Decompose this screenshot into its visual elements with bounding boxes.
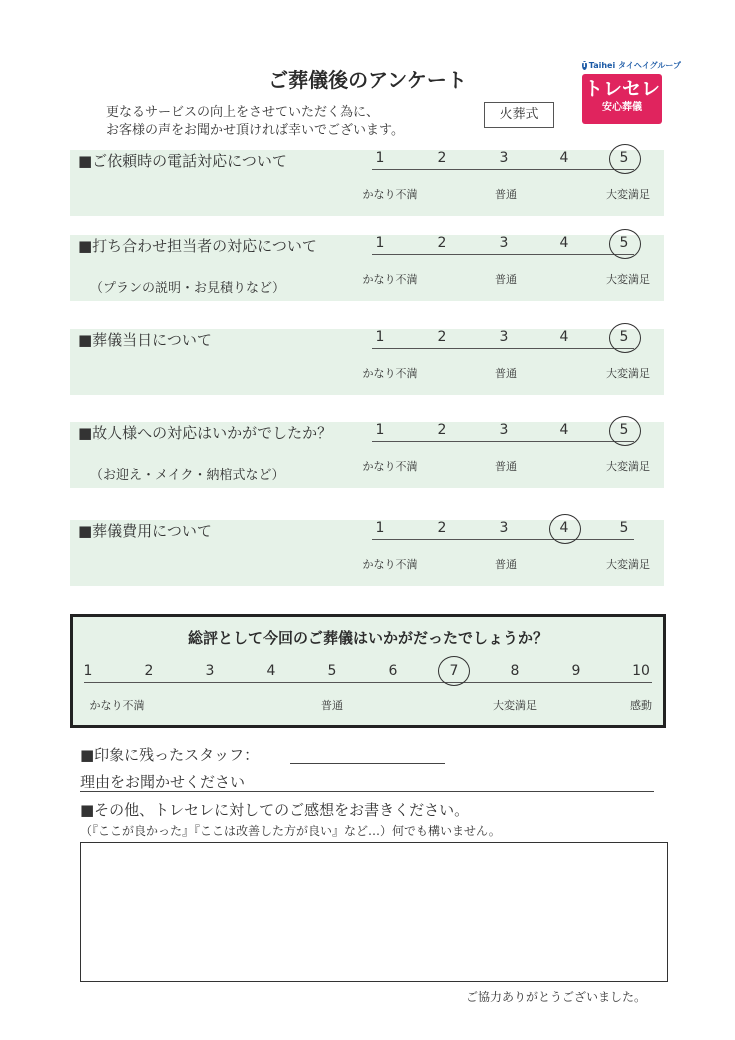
question-row xyxy=(70,520,664,586)
question-label: ■故人様への対応はいかがでしたか？ xyxy=(78,424,333,442)
question-sublabel: （お迎え・メイク・納棺式など） xyxy=(90,468,285,483)
rating-option[interactable]: 1 xyxy=(375,520,385,536)
comments-note: （『ここが良かった』『ここは改善した方が良い』など…）何でも構いません。 xyxy=(80,824,501,838)
scale-label-high: 大変満足 xyxy=(606,188,650,201)
rating-option[interactable]: 2 xyxy=(437,520,447,536)
scale-label-low: かなり不満 xyxy=(362,188,418,201)
overall-label-mid: 普通 xyxy=(321,699,343,712)
selected-rating-circle xyxy=(609,416,641,446)
rating-option[interactable]: 5 xyxy=(619,235,629,251)
rating-option[interactable]: 4 xyxy=(559,422,569,438)
overall-rating-option[interactable]: 1 xyxy=(83,663,93,679)
selected-rating-circle xyxy=(549,514,581,544)
intro-line-1: 更なるサービスの向上をさせていただく為に、 xyxy=(106,105,380,120)
rating-option[interactable]: 2 xyxy=(437,329,447,345)
scale-label-mid: 普通 xyxy=(495,273,517,286)
overall-rating-option[interactable]: 5 xyxy=(327,663,337,679)
selected-rating-circle xyxy=(609,323,641,353)
rating-scale-line xyxy=(372,348,634,349)
rating-option[interactable]: 5 xyxy=(619,520,629,536)
overall-question: 総評として今回のご葬儀はいかがだったでしょうか？ xyxy=(187,629,548,647)
selected-overall-circle xyxy=(438,656,470,686)
rating-option[interactable]: 5 xyxy=(619,422,629,438)
rating-option[interactable]: 5 xyxy=(619,150,629,166)
rating-option[interactable]: 1 xyxy=(375,422,385,438)
group-logo xyxy=(582,60,682,71)
scale-label-low: かなり不満 xyxy=(362,367,418,380)
rating-option[interactable]: 2 xyxy=(437,422,447,438)
overall-label-top: 感動 xyxy=(630,699,652,712)
question-label: ■葬儀費用について xyxy=(78,522,212,540)
overall-rating-option[interactable]: 4 xyxy=(266,663,276,679)
intro-text xyxy=(106,104,404,140)
overall-rating-option[interactable]: 8 xyxy=(510,663,520,679)
scale-label-high: 大変満足 xyxy=(606,273,650,286)
scale-label-mid: 普通 xyxy=(495,460,517,473)
rating-scale-line xyxy=(372,539,634,540)
scale-label-high: 大変満足 xyxy=(606,460,650,473)
rating-option[interactable]: 1 xyxy=(375,235,385,251)
overall-rating-box xyxy=(70,614,666,728)
question-label: ■葬儀当日について xyxy=(78,331,212,349)
rating-option[interactable]: 3 xyxy=(499,422,509,438)
scale-label-low: かなり不満 xyxy=(362,558,418,571)
rating-option[interactable]: 3 xyxy=(499,520,509,536)
comments-label: ■その他、トレセレに対してのご感想をお書きください。 xyxy=(80,801,470,819)
overall-rating-option[interactable]: 9 xyxy=(571,663,581,679)
question-label: ■ご依頼時の電話対応について xyxy=(78,152,287,170)
rating-option[interactable]: 3 xyxy=(499,329,509,345)
group-name: Taihei タイヘイグループ xyxy=(588,61,682,70)
selected-rating-circle xyxy=(609,229,641,259)
rating-option[interactable]: 3 xyxy=(499,235,509,251)
question-row xyxy=(70,235,664,301)
overall-rating-option[interactable]: 2 xyxy=(144,663,154,679)
brand-badge xyxy=(582,74,662,124)
overall-label-low: かなり不満 xyxy=(89,699,145,712)
taihei-mark-icon: T xyxy=(582,61,587,69)
overall-rating-option[interactable]: 3 xyxy=(205,663,215,679)
brand-logo xyxy=(582,60,682,124)
rating-scale-line xyxy=(372,169,634,170)
scale-label-high: 大変満足 xyxy=(606,558,650,571)
scale-label-mid: 普通 xyxy=(495,367,517,380)
rating-option[interactable]: 4 xyxy=(559,329,569,345)
scale-label-low: かなり不満 xyxy=(362,460,418,473)
question-row xyxy=(70,422,664,488)
overall-rating-option[interactable]: 10 xyxy=(632,663,650,679)
staff-input-line[interactable] xyxy=(290,763,445,764)
staff-label: ■印象に残ったスタッフ： xyxy=(80,746,260,764)
survey-title: ご葬儀後のアンケート xyxy=(268,68,467,92)
overall-rating-option[interactable]: 6 xyxy=(388,663,398,679)
reason-label: 理由をお聞かせください xyxy=(80,773,246,791)
rating-option[interactable]: 4 xyxy=(559,235,569,251)
brand-name: トレセレ xyxy=(583,78,660,100)
rating-option[interactable]: 1 xyxy=(375,150,385,166)
intro-line-2: お客様の声をお聞かせ頂ければ幸いでございます。 xyxy=(106,123,404,138)
question-row xyxy=(70,329,664,395)
overall-rating-option[interactable]: 7 xyxy=(449,663,459,679)
rating-option[interactable]: 2 xyxy=(437,235,447,251)
brand-tagline: 安心葬儀 xyxy=(602,102,642,113)
reason-input-line[interactable] xyxy=(80,791,654,792)
rating-scale-line xyxy=(372,441,634,442)
thanks-text: ご協力ありがとうございました。 xyxy=(466,990,647,1004)
rating-option[interactable]: 5 xyxy=(619,329,629,345)
rating-option[interactable]: 1 xyxy=(375,329,385,345)
rating-option[interactable]: 4 xyxy=(559,150,569,166)
rating-option[interactable]: 3 xyxy=(499,150,509,166)
rating-option[interactable]: 4 xyxy=(559,520,569,536)
scale-label-mid: 普通 xyxy=(495,188,517,201)
comments-textarea[interactable] xyxy=(80,842,668,982)
question-sublabel: （プランの説明・お見積りなど） xyxy=(90,281,286,296)
overall-scale-line xyxy=(84,682,652,683)
rating-option[interactable]: 2 xyxy=(437,150,447,166)
question-row xyxy=(70,150,664,216)
scale-label-low: かなり不満 xyxy=(362,273,418,286)
overall-label-high: 大変満足 xyxy=(493,699,537,712)
question-label: ■打ち合わせ担当者の対応について xyxy=(78,237,317,255)
rating-scale-line xyxy=(372,254,634,255)
scale-label-high: 大変満足 xyxy=(606,367,650,380)
ceremony-type-box: 火葬式 xyxy=(484,102,554,128)
scale-label-mid: 普通 xyxy=(495,558,517,571)
selected-rating-circle xyxy=(609,144,641,174)
